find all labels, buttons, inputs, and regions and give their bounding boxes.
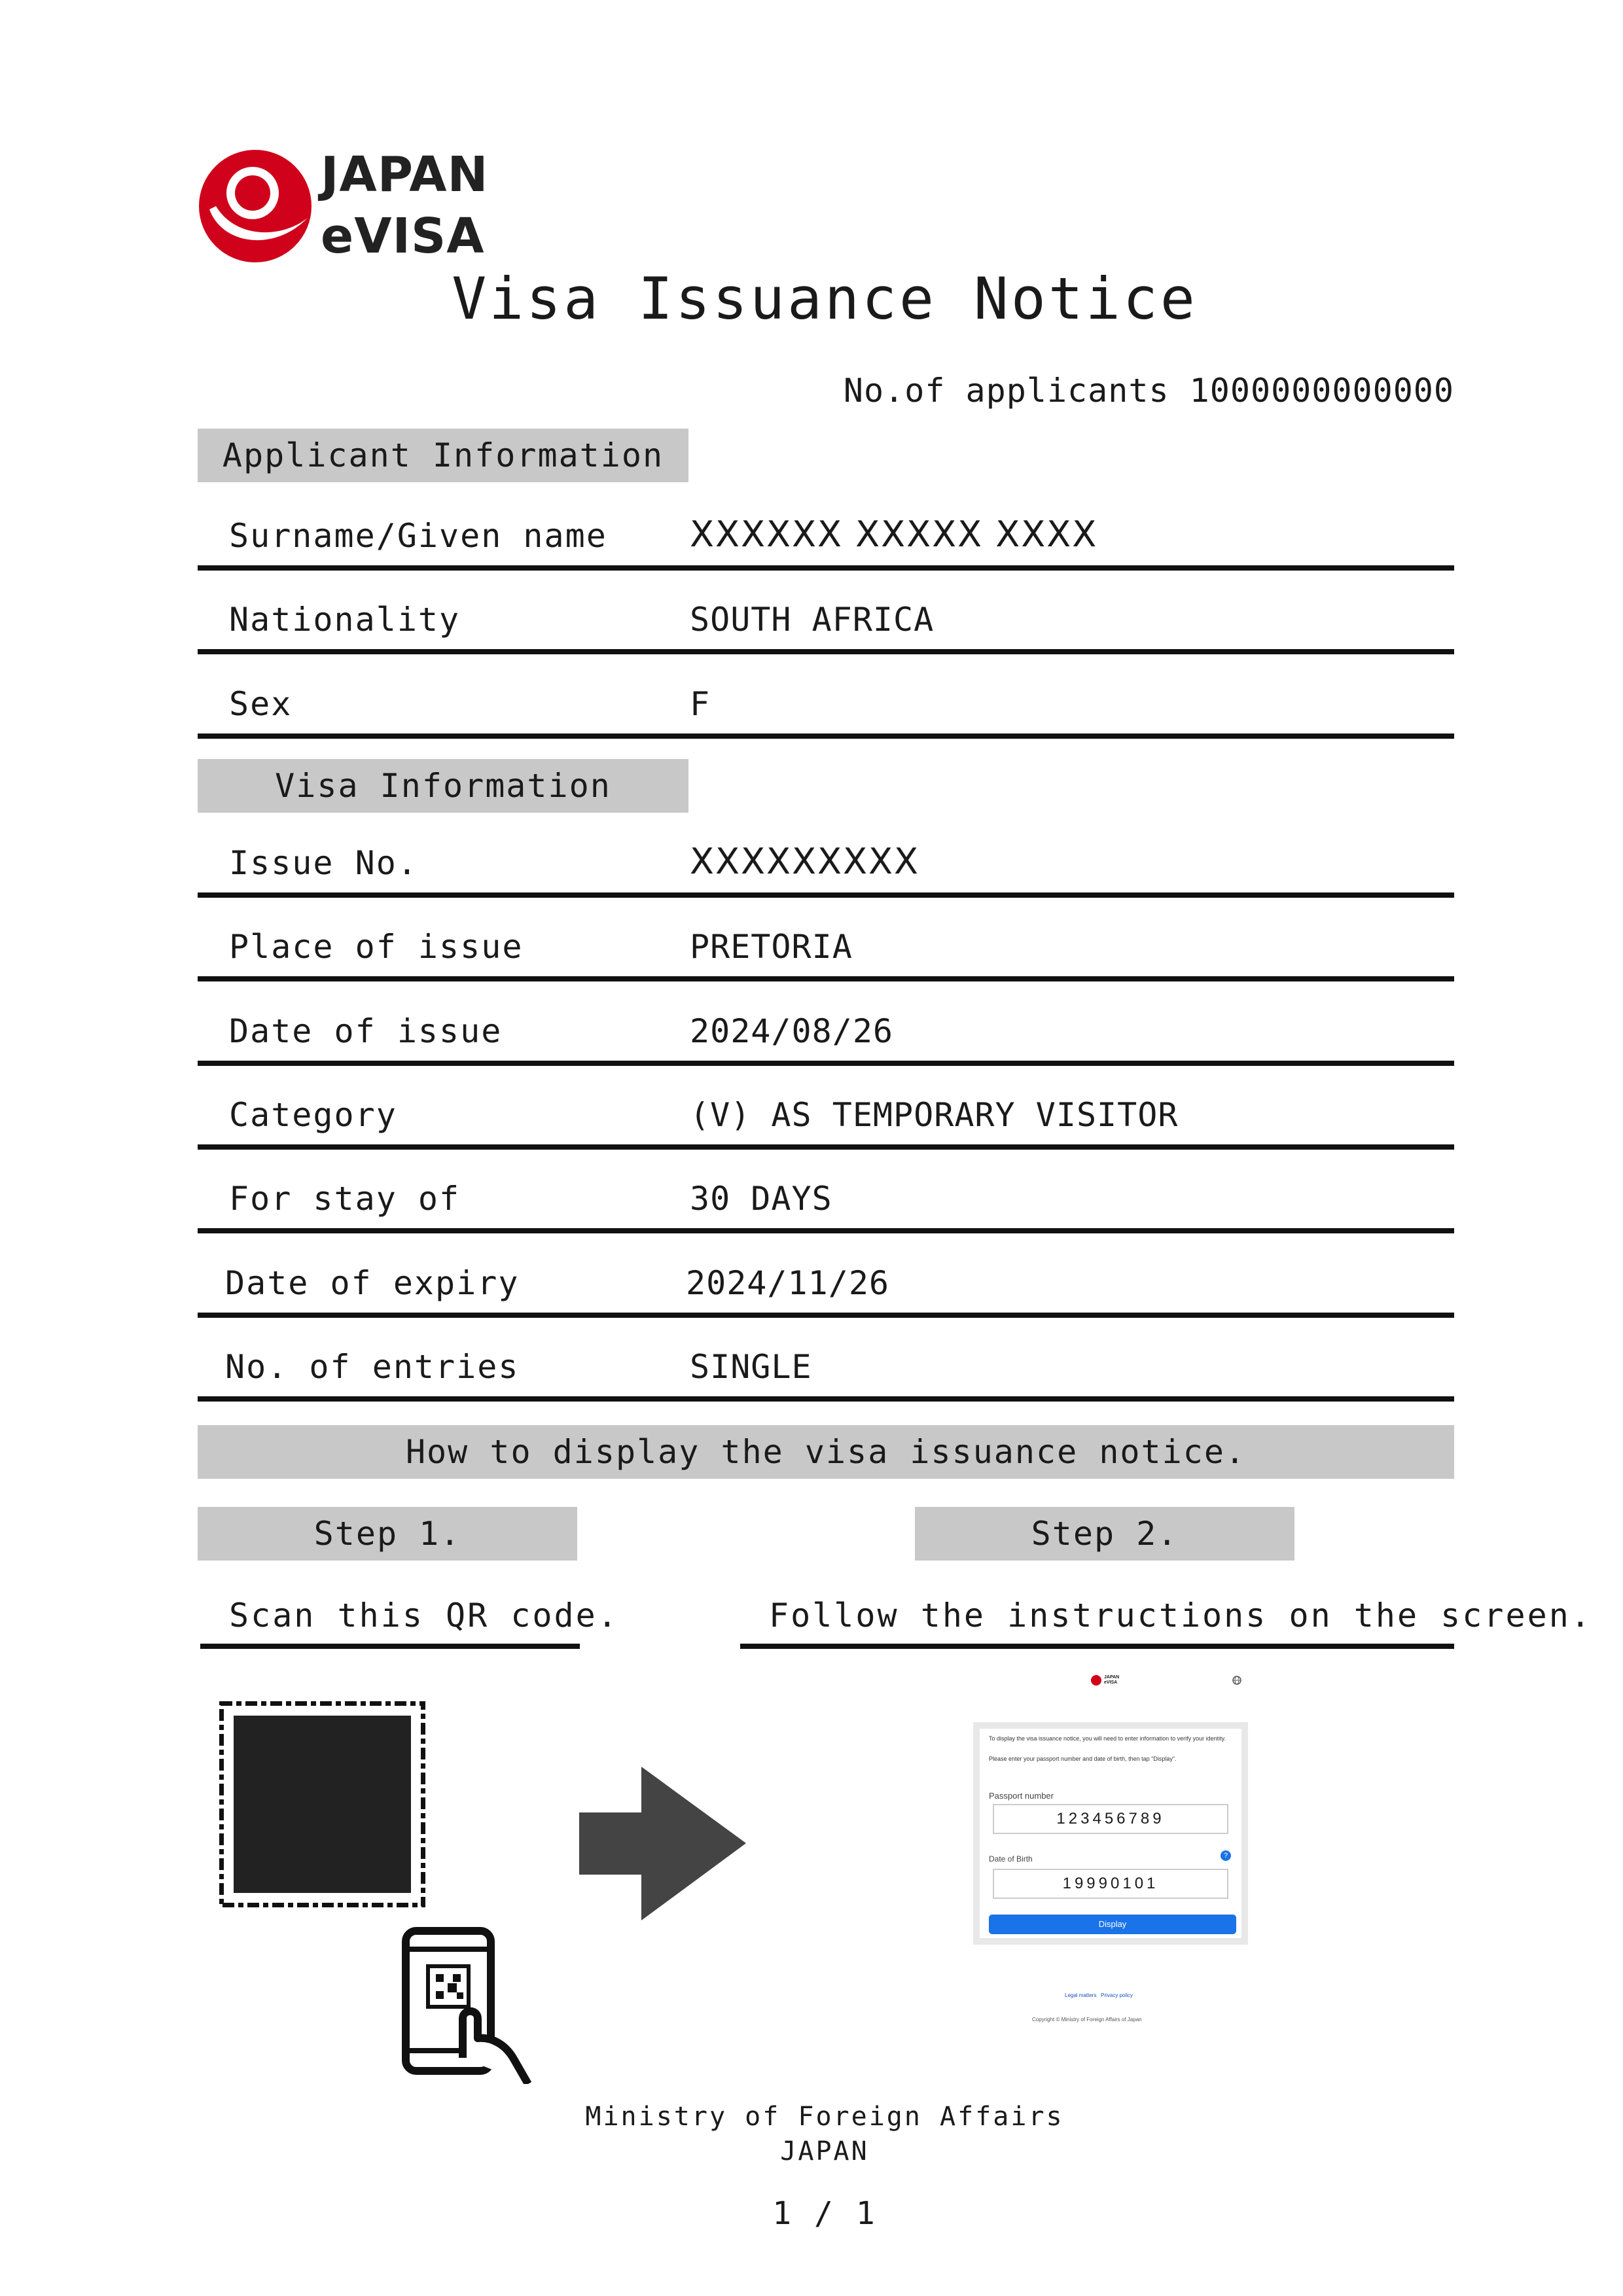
step1-underline [200,1644,580,1649]
row-value: SINGLE [690,1348,812,1386]
phone-scan-icon [401,1927,531,2084]
footer-country: JAPAN [780,2136,869,2166]
row-label: For stay of [229,1180,461,1218]
row-label: No. of entries [225,1348,520,1386]
arrow-right-icon [579,1767,746,1920]
row-value: F [690,685,711,723]
row-value: XXXXXXXXX [690,841,919,882]
row-label: Issue No. [229,844,418,882]
mock-link-privacy[interactable]: Privacy policy [1101,1992,1133,1998]
row-place-of-issue [198,898,1454,981]
row-label: Place of issue [229,928,524,966]
mock-dob-input[interactable]: 19990101 [993,1869,1228,1899]
step2-text: Follow the instructions on the screen. [769,1597,1592,1634]
row-stay [198,1150,1454,1233]
row-surname [198,487,1454,571]
mock-logo [1091,1675,1119,1686]
row-value: (V) AS TEMPORARY VISITOR [690,1096,1179,1134]
qr-code[interactable] [219,1701,425,1907]
evisa-logo [196,147,314,265]
row-value: PRETORIA [690,928,853,966]
row-category [198,1067,1454,1150]
row-value: XXXXXX XXXXX XXXX [690,514,1098,555]
row-label: Date of expiry [225,1264,520,1302]
row-value: SOUTH AFRICA [690,601,935,639]
mock-form-card [973,1722,1248,1945]
help-icon[interactable]: ? [1221,1850,1231,1861]
step1-text: Scan this QR code. [229,1597,619,1634]
row-sex [198,656,1454,739]
row-value: 2024/08/26 [690,1012,894,1050]
mock-display-button[interactable]: Display [989,1915,1236,1934]
row-nationality [198,571,1454,654]
row-date-of-issue [198,983,1454,1066]
qr-code-icon[interactable] [219,1701,425,1907]
mock-footer-links [1065,1992,1133,1998]
row-label: Surname/Given name [229,517,607,555]
row-issue-no [198,815,1454,898]
logo-line1: JAPAN [321,147,489,203]
page-title: Visa Issuance Notice [452,265,1198,332]
step2-header: Step 2. [915,1507,1294,1561]
mock-logo-icon [1091,1675,1101,1686]
mock-dob-label: Date of Birth [989,1854,1033,1863]
mock-logo-line1: JAPAN [1104,1675,1120,1680]
mock-intro1: To display the visa issuance notice, you will need to enter information to verify your identity. [989,1735,1226,1742]
row-label: Sex [229,685,293,723]
mock-passport-input[interactable]: 123456789 [993,1804,1228,1834]
page-number: 1 / 1 [772,2195,877,2232]
applicants-count: No.of applicants 1000000000000 [843,372,1454,410]
row-date-of-expiry [198,1235,1454,1318]
howto-header: How to display the visa issuance notice. [198,1425,1454,1479]
globe-icon[interactable] [1232,1675,1242,1686]
step2-underline [740,1644,1454,1649]
mock-intro2: Please enter your passport number and date of birth, then tap "Display". [989,1756,1177,1762]
row-value: 30 DAYS [690,1180,832,1218]
instruction-screen-mock [973,1675,1248,2048]
footer-ministry: Ministry of Foreign Affairs [585,2102,1064,2132]
mock-passport-label: Passport number [989,1791,1054,1801]
row-label: Date of issue [229,1012,503,1050]
row-entries [198,1318,1454,1402]
applicant-section-header: Applicant Information [198,429,688,482]
row-value: 2024/11/26 [686,1264,890,1302]
mock-logo-line2: eVISA [1104,1680,1118,1685]
row-label: Category [229,1096,397,1134]
mock-link-legal[interactable]: Legal matters [1065,1992,1097,1998]
visa-section-header: Visa Information [198,759,688,813]
row-label: Nationality [229,601,461,639]
mock-copyright: Copyright © Ministry of Foreign Affairs of Japan [1032,2017,1142,2022]
evisa-logo-text [321,144,488,267]
step1-header: Step 1. [198,1507,577,1561]
evisa-logo-icon [196,147,314,265]
logo-line2: eVISA [321,208,485,264]
